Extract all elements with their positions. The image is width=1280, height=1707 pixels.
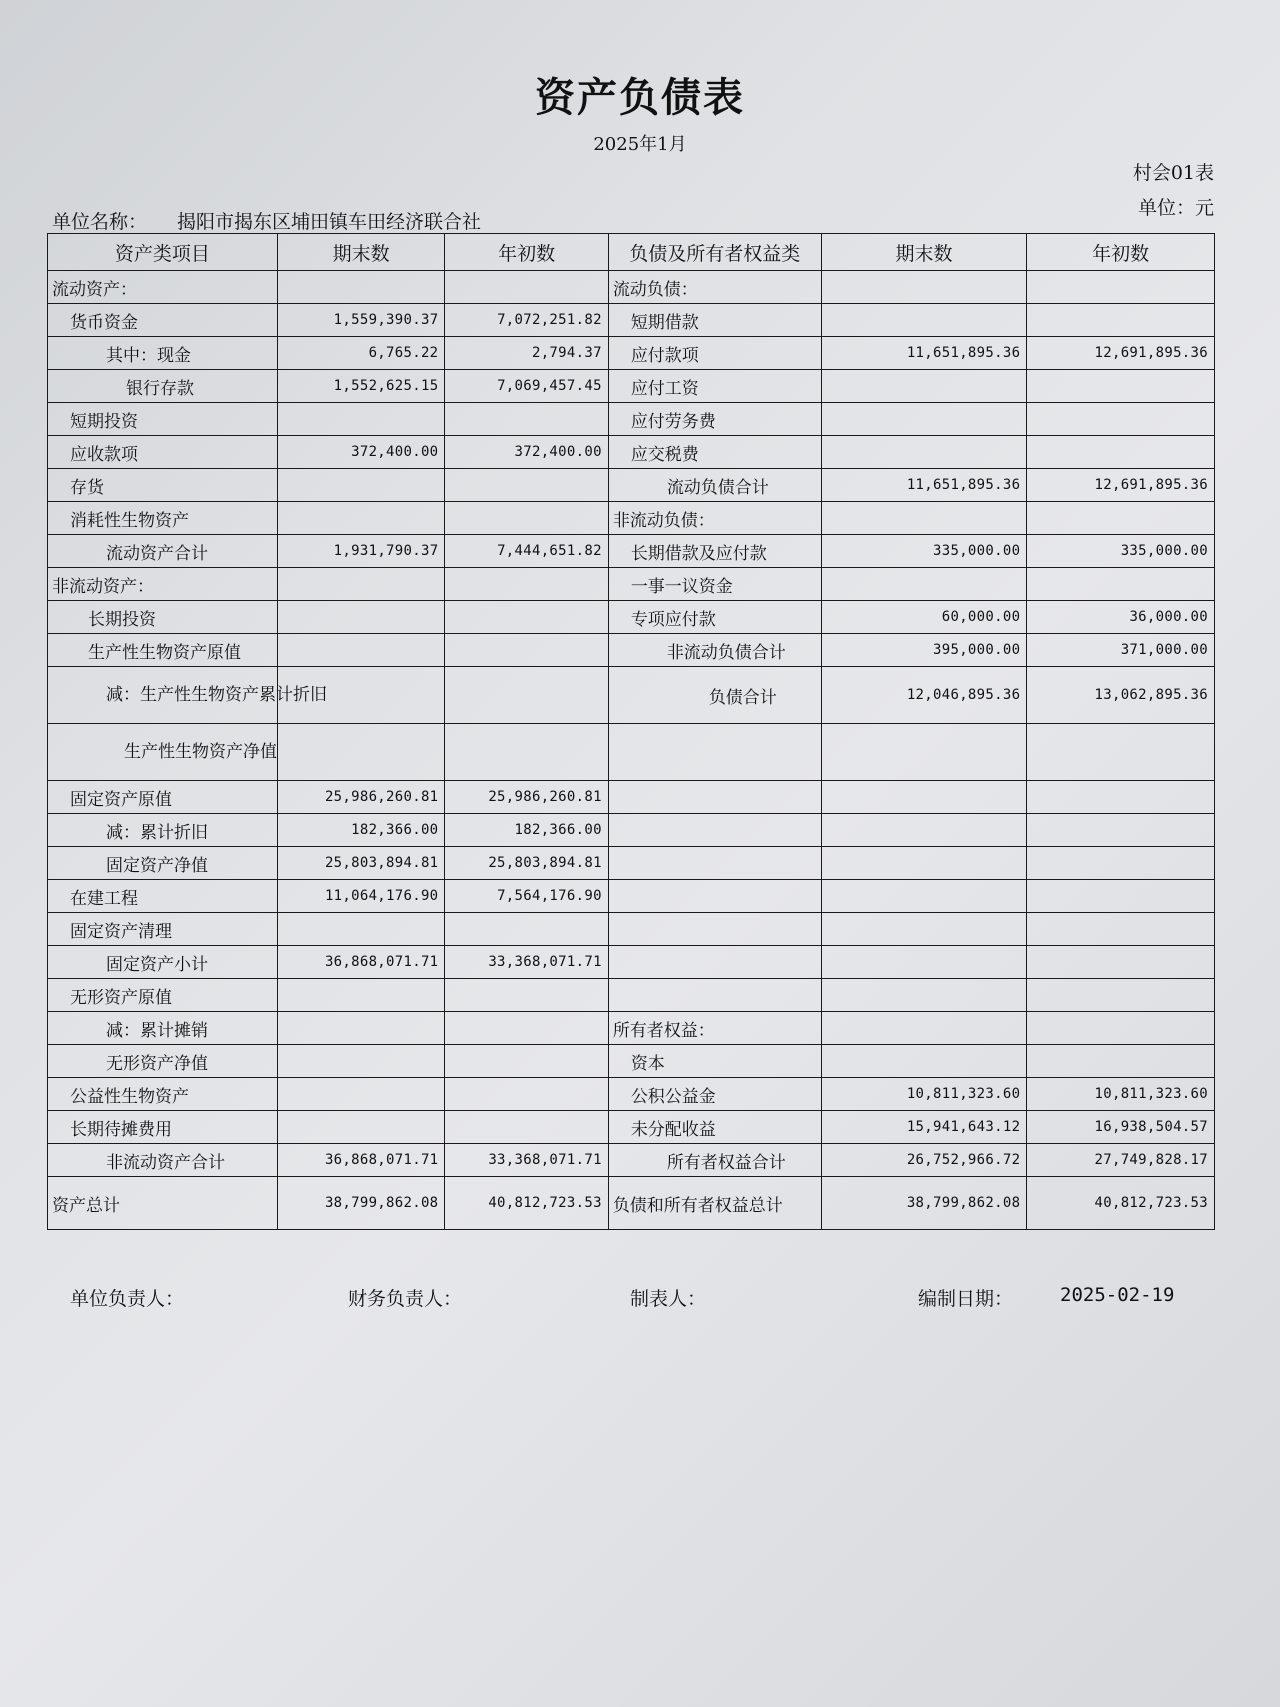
table-row: [48, 979, 1215, 1012]
liab-item: 应付工资: [608, 370, 821, 403]
liab-item: 非流动负债：: [608, 502, 821, 535]
table-row: [48, 271, 1215, 304]
asset-begin-value: 40,812,723.53: [445, 1177, 608, 1230]
asset-begin-value: [445, 601, 608, 634]
asset-item: 长期投资: [48, 601, 278, 634]
liab-item: [608, 724, 821, 781]
liab-item: [608, 814, 821, 847]
unit-name-value: 揭阳市揭东区埔田镇车田经济联合社: [177, 211, 482, 233]
prepared-date-label: 编制日期：: [918, 1288, 1014, 1310]
liab-item: 非流动负债合计: [608, 634, 821, 667]
asset-begin-value: 33,368,071.71: [445, 1144, 608, 1177]
asset-end-value: [277, 1045, 445, 1078]
liab-end-value: [821, 370, 1027, 403]
table-row: [48, 403, 1215, 436]
asset-item: 无形资产原值: [48, 979, 278, 1012]
asset-begin-value: 25,803,894.81: [445, 847, 608, 880]
asset-begin-value: [445, 1012, 608, 1045]
asset-item: 减：生产性生物资产累计折旧: [48, 667, 278, 724]
asset-end-value: 6,765.22: [277, 337, 445, 370]
table-row: [48, 667, 1215, 724]
asset-end-value: 25,803,894.81: [277, 847, 445, 880]
asset-item: 非流动资产：: [48, 568, 278, 601]
table-row: [48, 1078, 1215, 1111]
asset-begin-value: [445, 979, 608, 1012]
asset-end-value: 25,986,260.81: [277, 781, 445, 814]
liab-end-value: [821, 946, 1027, 979]
liab-item: 流动负债：: [608, 271, 821, 304]
asset-begin-value: [445, 913, 608, 946]
asset-end-value: 182,366.00: [277, 814, 445, 847]
table-row: [48, 946, 1215, 979]
asset-item: 非流动资产合计: [48, 1144, 278, 1177]
asset-begin-value: 182,366.00: [445, 814, 608, 847]
asset-begin-value: 7,444,651.82: [445, 535, 608, 568]
liab-begin-value: 40,812,723.53: [1027, 1177, 1215, 1230]
asset-end-value: [277, 601, 445, 634]
liab-begin-value: [1027, 880, 1215, 913]
liab-end-value: [821, 403, 1027, 436]
asset-item: 固定资产清理: [48, 913, 278, 946]
table-row: [48, 304, 1215, 337]
liab-item: [608, 880, 821, 913]
liab-end-value: [821, 781, 1027, 814]
liab-begin-value: [1027, 946, 1215, 979]
asset-end-value: [277, 724, 445, 781]
asset-begin-value: [445, 1078, 608, 1111]
asset-item: 消耗性生物资产: [48, 502, 278, 535]
asset-begin-value: [445, 403, 608, 436]
table-row: [48, 502, 1215, 535]
col-header-asset-begin: 年初数: [445, 234, 608, 271]
asset-begin-value: 2,794.37: [445, 337, 608, 370]
asset-end-value: 36,868,071.71: [277, 1144, 445, 1177]
col-header-asset-end: 期末数: [277, 234, 445, 271]
liab-item: [608, 847, 821, 880]
asset-end-value: [277, 979, 445, 1012]
asset-item: 生产性生物资产净值: [48, 724, 278, 781]
table-row: [48, 913, 1215, 946]
liab-end-value: 335,000.00: [821, 535, 1027, 568]
asset-item: 银行存款: [48, 370, 278, 403]
table-row: [48, 1144, 1215, 1177]
asset-begin-value: [445, 1111, 608, 1144]
asset-item: 固定资产小计: [48, 946, 278, 979]
liab-item: 一事一议资金: [608, 568, 821, 601]
liab-begin-value: [1027, 436, 1215, 469]
liab-end-value: 10,811,323.60: [821, 1078, 1027, 1111]
liab-item: 应付款项: [608, 337, 821, 370]
liab-begin-value: [1027, 304, 1215, 337]
unit-name-row: [52, 207, 481, 234]
liab-begin-value: [1027, 1012, 1215, 1045]
asset-item: 货币资金: [48, 304, 278, 337]
table-row: [48, 469, 1215, 502]
table-row: [48, 847, 1215, 880]
asset-end-value: [277, 1078, 445, 1111]
table-row: [48, 880, 1215, 913]
asset-begin-value: [445, 1045, 608, 1078]
asset-end-value: 1,559,390.37: [277, 304, 445, 337]
finance-head-signature: 财务负责人：: [348, 1288, 463, 1310]
liab-item: 应付劳务费: [608, 403, 821, 436]
liab-begin-value: 13,062,895.36: [1027, 667, 1215, 724]
asset-end-value: [277, 634, 445, 667]
liab-end-value: [821, 1012, 1027, 1045]
liab-begin-value: [1027, 814, 1215, 847]
table-row: [48, 1045, 1215, 1078]
liab-item: [608, 946, 821, 979]
asset-item: 流动资产合计: [48, 535, 278, 568]
liab-end-value: [821, 436, 1027, 469]
liab-item: [608, 781, 821, 814]
liab-item: 资本: [608, 1045, 821, 1078]
liab-item: 流动负债合计: [608, 469, 821, 502]
asset-item: 其中：现金: [48, 337, 278, 370]
liab-end-value: [821, 847, 1027, 880]
currency-unit: 单位：元: [1137, 197, 1214, 219]
liab-begin-value: [1027, 847, 1215, 880]
asset-begin-value: [445, 502, 608, 535]
asset-begin-value: [445, 667, 608, 724]
asset-item: 减：累计折旧: [48, 814, 278, 847]
liab-end-value: [821, 1045, 1027, 1078]
asset-begin-value: 7,564,176.90: [445, 880, 608, 913]
liab-end-value: [821, 724, 1027, 781]
liab-end-value: [821, 568, 1027, 601]
table-row: [48, 634, 1215, 667]
liab-begin-value: 10,811,323.60: [1027, 1078, 1215, 1111]
asset-item: 生产性生物资产原值: [48, 634, 278, 667]
liab-begin-value: [1027, 502, 1215, 535]
asset-item: 应收款项: [48, 436, 278, 469]
asset-item: 公益性生物资产: [48, 1078, 278, 1111]
unit-name-label: 单位名称：: [52, 211, 148, 233]
liab-end-value: 11,651,895.36: [821, 337, 1027, 370]
asset-begin-value: 7,069,457.45: [445, 370, 608, 403]
liab-item: 所有者权益：: [608, 1012, 821, 1045]
asset-begin-value: [445, 271, 608, 304]
col-header-asset-item: 资产类项目: [48, 234, 278, 271]
table-row: [48, 814, 1215, 847]
liab-item: [608, 913, 821, 946]
table-row-total: [48, 1177, 1215, 1230]
liab-item: 负债和所有者权益总计: [608, 1177, 821, 1230]
col-header-liab-item: 负债及所有者权益类: [608, 234, 821, 271]
liab-begin-value: 12,691,895.36: [1027, 469, 1215, 502]
liab-end-value: 12,046,895.36: [821, 667, 1027, 724]
col-header-liab-end: 期末数: [821, 234, 1027, 271]
asset-item: 短期投资: [48, 403, 278, 436]
liab-begin-value: 16,938,504.57: [1027, 1111, 1215, 1144]
asset-end-value: [277, 469, 445, 502]
asset-begin-value: 33,368,071.71: [445, 946, 608, 979]
liab-item: 应交税费: [608, 436, 821, 469]
asset-begin-value: 372,400.00: [445, 436, 608, 469]
table-row: [48, 337, 1215, 370]
table-row: [48, 601, 1215, 634]
prepared-date-value: 2025-02-19: [1060, 1284, 1175, 1306]
report-period: 2025年1月: [593, 134, 687, 155]
liab-item: 公积公益金: [608, 1078, 821, 1111]
liab-item: 未分配收益: [608, 1111, 821, 1144]
table-row: [48, 535, 1215, 568]
col-header-liab-begin: 年初数: [1027, 234, 1215, 271]
liab-item: 短期借款: [608, 304, 821, 337]
liab-begin-value: 12,691,895.36: [1027, 337, 1215, 370]
liab-end-value: 26,752,966.72: [821, 1144, 1027, 1177]
table-row: [48, 781, 1215, 814]
liab-begin-value: [1027, 568, 1215, 601]
asset-end-value: [277, 568, 445, 601]
asset-item: 减：累计摊销: [48, 1012, 278, 1045]
asset-end-value: [277, 271, 445, 304]
liab-begin-value: [1027, 1045, 1215, 1078]
asset-end-value: 11,064,176.90: [277, 880, 445, 913]
liab-end-value: [821, 880, 1027, 913]
asset-end-value: [277, 1111, 445, 1144]
liab-begin-value: [1027, 724, 1215, 781]
asset-begin-value: 7,072,251.82: [445, 304, 608, 337]
table-row: [48, 436, 1215, 469]
liab-begin-value: [1027, 271, 1215, 304]
asset-end-value: [277, 403, 445, 436]
asset-item: 固定资产净值: [48, 847, 278, 880]
table-row: [48, 568, 1215, 601]
asset-end-value: [277, 502, 445, 535]
liab-begin-value: [1027, 403, 1215, 436]
asset-end-value: 36,868,071.71: [277, 946, 445, 979]
asset-item: 固定资产原值: [48, 781, 278, 814]
table-header-row: [48, 234, 1215, 271]
asset-item: 流动资产：: [48, 271, 278, 304]
liab-begin-value: [1027, 370, 1215, 403]
unit-head-signature: 单位负责人：: [70, 1288, 185, 1310]
liab-end-value: 15,941,643.12: [821, 1111, 1027, 1144]
liab-end-value: [821, 814, 1027, 847]
asset-item: 存货: [48, 469, 278, 502]
asset-begin-value: [445, 469, 608, 502]
balance-sheet-table: [47, 233, 1215, 1230]
table-row: [48, 1111, 1215, 1144]
asset-end-value: [277, 1012, 445, 1045]
table-row: [48, 370, 1215, 403]
liab-begin-value: 335,000.00: [1027, 535, 1215, 568]
liab-item: 长期借款及应付款: [608, 535, 821, 568]
page-title: 资产负债表: [535, 74, 745, 121]
asset-end-value: 372,400.00: [277, 436, 445, 469]
asset-item: 资产总计: [48, 1177, 278, 1230]
liab-end-value: [821, 304, 1027, 337]
liab-end-value: [821, 979, 1027, 1012]
asset-begin-value: [445, 634, 608, 667]
table-row: [48, 1012, 1215, 1045]
liab-end-value: 395,000.00: [821, 634, 1027, 667]
asset-item: 无形资产净值: [48, 1045, 278, 1078]
asset-end-value: [277, 913, 445, 946]
liab-begin-value: 36,000.00: [1027, 601, 1215, 634]
asset-end-value: 1,931,790.37: [277, 535, 445, 568]
liab-begin-value: [1027, 781, 1215, 814]
liab-item: 负债合计: [608, 667, 821, 724]
liab-begin-value: 27,749,828.17: [1027, 1144, 1215, 1177]
liab-end-value: 38,799,862.08: [821, 1177, 1027, 1230]
asset-item: 在建工程: [48, 880, 278, 913]
liab-end-value: 60,000.00: [821, 601, 1027, 634]
asset-end-value: 1,552,625.15: [277, 370, 445, 403]
asset-begin-value: 25,986,260.81: [445, 781, 608, 814]
liab-begin-value: [1027, 979, 1215, 1012]
liab-end-value: [821, 271, 1027, 304]
asset-end-value: 38,799,862.08: [277, 1177, 445, 1230]
table-row: [48, 724, 1215, 781]
liab-end-value: [821, 502, 1027, 535]
preparer-signature: 制表人：: [630, 1288, 707, 1310]
form-code: 村会01表: [1132, 162, 1214, 184]
liab-end-value: 11,651,895.36: [821, 469, 1027, 502]
liab-item: [608, 979, 821, 1012]
asset-begin-value: [445, 724, 608, 781]
liab-item: 专项应付款: [608, 601, 821, 634]
asset-begin-value: [445, 568, 608, 601]
liab-end-value: [821, 913, 1027, 946]
liab-begin-value: 371,000.00: [1027, 634, 1215, 667]
liab-item: 所有者权益合计: [608, 1144, 821, 1177]
asset-item: 长期待摊费用: [48, 1111, 278, 1144]
liab-begin-value: [1027, 913, 1215, 946]
